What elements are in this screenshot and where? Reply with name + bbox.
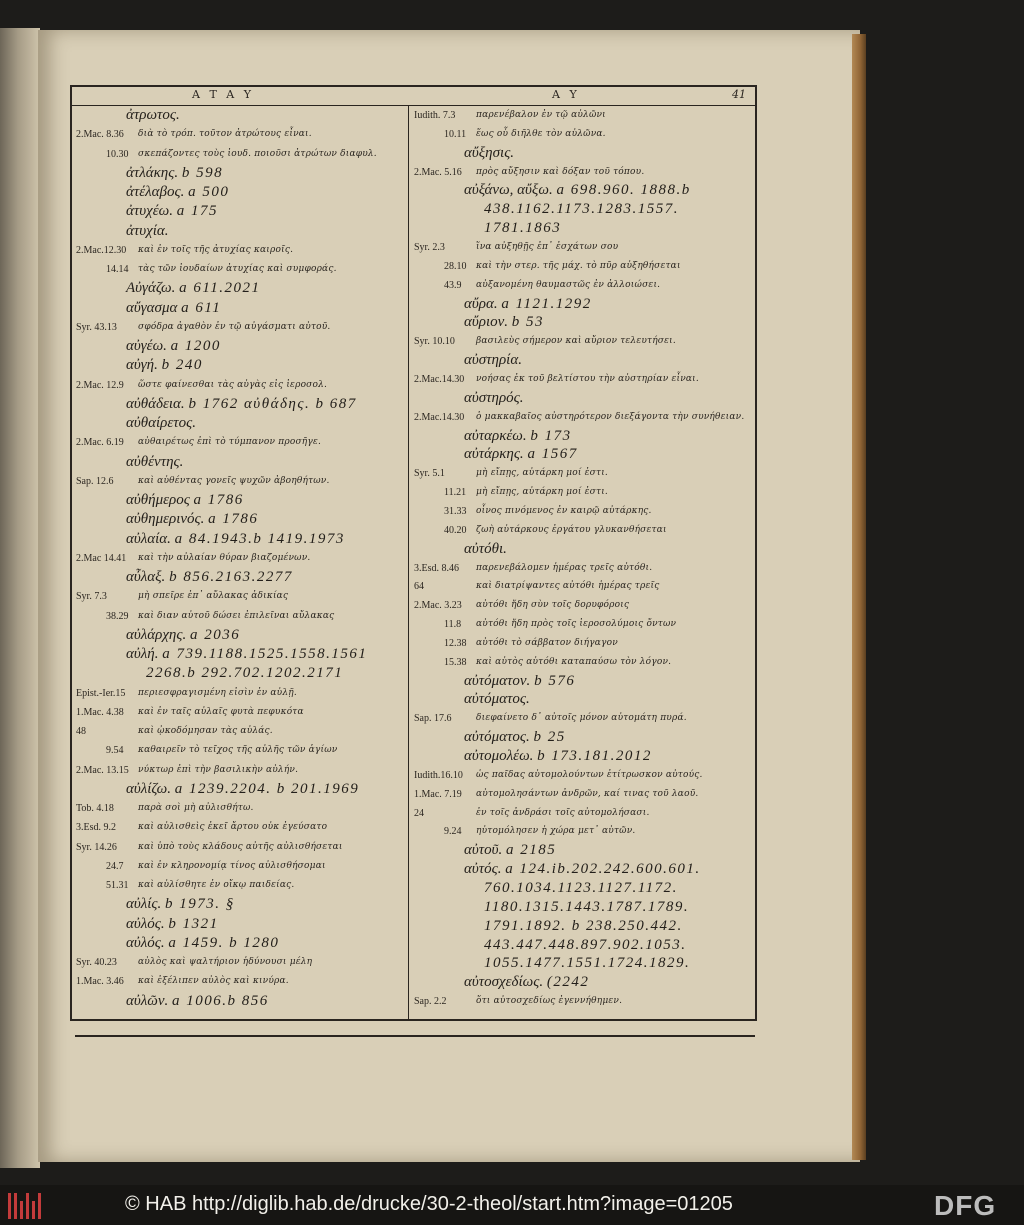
page-references: a 739.1188.1525.1558.1561: [162, 646, 368, 662]
citation-reference: 28.10: [444, 261, 467, 272]
headword: αὐγή.: [126, 357, 158, 373]
headword: ἀτλάκης.: [126, 165, 179, 181]
headword: αὐτόθι.: [464, 541, 507, 557]
citation-reference: 40.20: [444, 525, 467, 536]
headword: αὐστηρός.: [464, 390, 524, 406]
headword-entry: [484, 220, 561, 237]
page-references: (2242: [546, 974, 590, 990]
headword: αὔξησις.: [464, 145, 515, 161]
page-references: 1781.1863: [484, 220, 562, 236]
page-references: b 1973. §: [165, 896, 235, 912]
page-references: 760.1034.1123.1127.1172.: [484, 880, 678, 896]
citation-text: νύκτωρ ἐπὶ τὴν βασιλικὴν αὐλήν.: [138, 765, 299, 775]
citation-text: σφόδρα ἀγαθὸν ἐν τῷ αὐγάσματι αὐτοῦ.: [138, 322, 331, 332]
headword-entry: [126, 627, 240, 644]
citation-text: ὁ μακκαβαῖος αὐστηρότερον διεξάγοντα τὴν συνήθειαν.: [476, 412, 745, 422]
citation-reference: Iudith.16.10: [414, 770, 463, 781]
citation-text: καὶ τὴν αὐλαίαν θύραν βιαζομένων.: [138, 553, 311, 563]
frame-bottom-rule: [75, 1035, 755, 1037]
citation-reference: 1.Mac. 3.46: [76, 976, 124, 987]
citation-reference: Syr. 40.23: [76, 957, 117, 968]
text-frame: [70, 85, 757, 1021]
citation-text: καὶ ᾠκοδόμησαν τὰς αὐλάς.: [138, 726, 273, 736]
headword-entry: [464, 974, 589, 991]
page-number: 41: [732, 88, 746, 101]
previous-page-edge: [0, 28, 40, 1168]
citation-reference: 48: [76, 726, 86, 737]
page-references: a 1006.b 856: [172, 993, 269, 1009]
citation-text: παρενέβαλον ἐν τῷ αὐλῶνι: [476, 110, 606, 120]
headword-entry: [126, 935, 279, 952]
citation-reference: Syr. 43.13: [76, 322, 117, 333]
citation-reference: 38.29: [106, 611, 129, 622]
citation-text: καὶ διατρίψαντες αὐτόθι ἡμέρας τρεῖς: [476, 581, 660, 591]
page-references: a 2185: [506, 842, 557, 858]
dfg-logo: DFG: [934, 1190, 997, 1221]
citation-reference: 2.Mac. 3.23: [414, 600, 462, 611]
citation-text: αὐτόθι τὸ σάββατον διήγαγον: [476, 638, 618, 648]
page-references: a 1786: [208, 511, 259, 527]
citation-reference: 2.Mac.12.30: [76, 245, 127, 256]
hab-logo-icon: [6, 1193, 48, 1219]
page-references: a 1459. b 1280: [168, 935, 280, 951]
citation-text: περιεσφραγισμένη εἰσὶν ἐν αὐλῇ.: [138, 688, 297, 698]
headword-entry: [464, 691, 530, 708]
citation-text: ἵνα αὐξηθῇς ἐπ᾽ ἐσχάτων σου: [476, 242, 619, 252]
citation-text: ὡς παῖδας αὐτομολούντων ἐτίτρωσκον αὐτούς.: [476, 770, 703, 780]
citation-reference: 3.Esd. 9.2: [76, 822, 116, 833]
headword-entry: [484, 955, 690, 972]
page-references: 1055.1477.1551.1724.1829.: [484, 955, 691, 971]
headword-entry: [126, 300, 221, 317]
citation-reference: 24.7: [106, 861, 124, 872]
page-references: a 1239.2204. b 201.1969: [174, 781, 360, 797]
headword-entry: [484, 937, 687, 954]
citation-text: πρὸς αὔξησιν καὶ δόξαν τοῦ τόπου.: [476, 167, 645, 177]
headword-entry: [126, 415, 196, 432]
headword-entry: [464, 729, 566, 746]
citation-reference: 1.Mac. 7.19: [414, 789, 462, 800]
page-references: a 611.2021: [179, 280, 261, 296]
citation-text: καθαιρεῖν τὸ τεῖχος τῆς αὐλῆς τῶν ἁγίων: [138, 745, 338, 755]
headword-entry: [464, 296, 592, 313]
citation-text: σκεπάζοντες τοὺς ἰουδ. ποιοῦσι ἀτρώτων διαφυλ.: [138, 149, 377, 159]
page-references: a 1121.1292: [501, 296, 592, 312]
headword-entry: [146, 665, 343, 682]
citation-reference: 2.Mac. 12.9: [76, 380, 124, 391]
citation-reference: 11.8: [444, 619, 462, 630]
headword: αὐτάρκης.: [464, 446, 524, 462]
page-references: b 240: [161, 357, 203, 373]
citation-text: καὶ διαν αὐτοῦ δώσει ἐπιλεῖναι αὔλακας: [138, 611, 335, 621]
header-rule: [72, 105, 755, 106]
citation-text: ὅτι αὐτοσχεδίως ἐγεννήθημεν.: [476, 996, 623, 1006]
headword-entry: [464, 673, 575, 690]
headword-entry: [126, 569, 293, 586]
citation-reference: Tob. 4.18: [76, 803, 114, 814]
headword: αὐθέντης.: [126, 454, 184, 470]
page-references: b 598: [181, 165, 224, 181]
page-references: b 576: [534, 673, 576, 689]
citation-text: μὴ σπεῖρε ἐπ᾽ αὔλακας ἀδικίας: [138, 591, 289, 601]
citation-text: ὥστε φαίνεσθαι τὰς αὐγὰς εἰς ἱεροσολ.: [138, 380, 328, 390]
citation-reference: 2.Mac. 13.15: [76, 765, 129, 776]
headword: αὐλός.: [126, 935, 165, 951]
citation-reference: 14.14: [106, 264, 129, 275]
citation-text: καὶ ἐξέλιπεν αὐλὸς καὶ κινύρα.: [138, 976, 289, 986]
citation-text: καὶ ὑπὸ τοὺς κλάδους αὐτῆς αὐλισθήσεται: [138, 842, 343, 852]
headword-entry: [126, 511, 258, 528]
citation-text: καὶ ἐν ταῖς αὐλαῖς φυτὰ πεφυκότα: [138, 707, 304, 717]
citation-text: αὐτόθι ἤδη πρὸς τοῖς ἱεροσολύμοις ὄντων: [476, 619, 677, 629]
headword: αὐτοσχεδίως.: [464, 974, 544, 990]
page-references: a 124.ib.202.242.600.601.: [505, 861, 701, 877]
page-references: a 175: [176, 203, 218, 219]
citation-text: ζωὴ αὐτάρκους ἐργάτου γλυκανθήσεται: [476, 525, 667, 535]
citation-text: νοήσας ἐκ τοῦ βελτίστου τὴν αὐστηρίαν εἶναι.: [476, 374, 699, 384]
headword-entry: [126, 396, 357, 413]
citation-reference: 9.24: [444, 826, 462, 837]
citation-reference: 64: [414, 581, 424, 592]
headword: αὐτομολέω.: [464, 748, 534, 764]
headword-entry: [464, 541, 507, 558]
citation-text: καὶ τὴν στερ. τῆς μάχ. τὸ πῦρ αὐξηθήσεται: [476, 261, 681, 271]
running-head-right: A Y: [552, 88, 580, 101]
page-references: 438.1162.1173.1283.1557.: [484, 201, 680, 217]
headword-entry: [126, 357, 203, 374]
page-references: a 611: [181, 300, 222, 316]
citation-reference: 51.31: [106, 880, 129, 891]
page-references: b 25: [533, 729, 566, 745]
headword: αὐτόματος.: [464, 729, 530, 745]
headword-entry: [126, 531, 345, 548]
headword-entry: [464, 390, 524, 407]
headword-entry: [126, 492, 244, 509]
citation-reference: 9.54: [106, 745, 124, 756]
citation-reference: 1.Mac. 4.38: [76, 707, 124, 718]
citation-reference: 2.Mac. 8.36: [76, 129, 124, 140]
headword: αὔρα.: [464, 296, 498, 312]
citation-text: διὰ τὸ τρόπ. τοῦτον ἀτρώτους εἶναι.: [138, 129, 312, 139]
citation-text: ηὐτομόλησεν ἡ χώρα μετ᾽ αὐτῶν.: [476, 826, 636, 836]
headword: αὐξάνω, αὔξω.: [464, 182, 553, 198]
citation-reference: 12.38: [444, 638, 467, 649]
headword-entry: [484, 918, 683, 935]
citation-text: αὐθαιρέτως ἐπὶ τὸ τύμπανον προσῆγε.: [138, 437, 322, 447]
citation-text: καὶ ἐν κληρονομίᾳ τίνος αὐλισθήσομαι: [138, 861, 326, 871]
citation-reference: Iudith. 7.3: [414, 110, 456, 121]
headword: αὐτόματον.: [464, 673, 531, 689]
copyright-url[interactable]: © HAB http://diglib.hab.de/drucke/30-2-theol/start.htm?image=01205: [125, 1193, 733, 1215]
headword-entry: [126, 107, 180, 124]
page-references: a 1200: [170, 338, 221, 354]
page-references: b 1762 αὐθάδης. b 687: [188, 396, 357, 412]
headword: αὐταρκέω.: [464, 428, 527, 444]
citation-reference: 15.38: [444, 657, 467, 668]
citation-reference: 11.21: [444, 487, 467, 498]
headword: αὐτός.: [464, 861, 502, 877]
citation-reference: Syr. 10.10: [414, 336, 455, 347]
running-head-left: A T A Y: [192, 88, 254, 101]
headword-entry: [464, 748, 652, 765]
headword-entry: [126, 646, 367, 663]
citation-text: διεφαίνετο δ᾽ αὐτοῖς μόνον αὐτομάτη πυρά.: [476, 713, 687, 723]
headword: Αὐγάζω.: [126, 280, 176, 296]
citation-text: παρενεβάλομεν ἡμέρας τρεῖς αὐτόθι.: [476, 563, 653, 573]
citation-reference: 31.33: [444, 506, 467, 517]
citation-text: βασιλεὺς σήμερον καὶ αὔριον τελευτήσει.: [476, 336, 676, 346]
citation-reference: Syr. 14.26: [76, 842, 117, 853]
citation-text: ἕως οὗ διῆλθε τὸν αὐλῶνα.: [476, 129, 606, 139]
headword-entry: [464, 861, 701, 878]
headword-entry: [126, 184, 229, 201]
headword-entry: [126, 338, 221, 355]
page-references: b 53: [511, 314, 545, 330]
headword: αὐθάδεια.: [126, 396, 185, 412]
headword: αὐγέω.: [126, 338, 167, 354]
headword: ἀτυχία.: [126, 223, 169, 239]
page-references: a 2036: [189, 627, 241, 643]
headword-entry: [464, 446, 578, 463]
page-references: 1180.1315.1443.1787.1789.: [484, 899, 690, 915]
page-references: a 84.1943.b 1419.1973: [174, 531, 345, 547]
citation-reference: 3.Esd. 8.46: [414, 563, 459, 574]
citation-reference: 2.Mac 14.41: [76, 553, 127, 564]
headword-entry: [126, 203, 218, 220]
page-references: a 1786: [193, 492, 244, 508]
citation-reference: 2.Mac.14.30: [414, 374, 465, 385]
headword-entry: [484, 201, 679, 218]
headword-entry: [464, 145, 514, 162]
headword-entry: [126, 781, 359, 798]
headword-entry: [464, 314, 544, 331]
headword: αὐτοῦ.: [464, 842, 503, 858]
headword-entry: [126, 280, 261, 297]
citation-text: αὐξανομένη θαυμαστῶς ἐν ἀλλοιώσει.: [476, 280, 661, 290]
citation-text: καὶ αὐτὸς αὐτόθι καταπαύσω τὸν λόγον.: [476, 657, 672, 667]
page-references: b 1321: [168, 916, 219, 932]
headword-entry: [464, 352, 522, 369]
page-references: 443.447.448.897.902.1053.: [484, 937, 687, 953]
citation-text: αὐτόθι ἤδη σὺν τοῖς δορυφόροις: [476, 600, 630, 610]
citation-text: αὐλὸς καὶ ψαλτήριον ἡδύνουσι μέλη: [138, 957, 313, 967]
citation-text: καὶ αὐλισθεὶς ἐκεῖ ἄρτου οὐκ ἐγεύσατο: [138, 822, 328, 832]
page-references: a 500: [188, 184, 230, 200]
headword: αὖλαξ.: [126, 569, 166, 585]
citation-reference: Sap. 17.6: [414, 713, 452, 724]
headword-entry: [126, 916, 219, 933]
headword: αὐστηρία.: [464, 352, 522, 368]
page-references: a 1567: [527, 446, 578, 462]
citation-reference: Syr. 7.3: [76, 591, 107, 602]
page-references: b 856.2163.2277: [169, 569, 293, 585]
headword: αὐθημερινός.: [126, 511, 205, 527]
headword: αὐλίς.: [126, 896, 162, 912]
citation-text: ἐν τοῖς ἀνδράσι τοῖς αὐτομολήσασι.: [476, 808, 650, 818]
page-edge: [852, 34, 866, 1160]
footer-bar: [0, 1185, 1024, 1225]
citation-reference: Syr. 5.1: [414, 468, 445, 479]
headword-entry: [464, 182, 691, 199]
citation-reference: Syr. 2.3: [414, 242, 445, 253]
page-references: 1791.1892. b 238.250.442.: [484, 918, 683, 934]
headword: αὐλάρχης.: [126, 627, 187, 643]
headword: αὐλός.: [126, 916, 165, 932]
headword-entry: [464, 842, 556, 859]
citation-text: καὶ αὐλίσθητε ἐν οἴκῳ παιδείας.: [138, 880, 295, 890]
headword-entry: [484, 880, 678, 897]
headword-entry: [126, 896, 235, 913]
headword-entry: [126, 165, 223, 182]
headword: ἀτυχέω.: [126, 203, 173, 219]
headword: αὐλαία.: [126, 531, 171, 547]
headword: αὐθήμερος: [126, 492, 190, 508]
headword: ἀτέλαβος.: [126, 184, 185, 200]
headword: αὔγασμα: [126, 300, 178, 316]
headword-entry: [464, 428, 572, 445]
citation-reference: 10.11: [444, 129, 467, 140]
citation-text: μὴ εἴπῃς, αὐτάρκη μοί ἐστι.: [476, 468, 608, 478]
page-references: a 698.960. 1888.b: [556, 182, 691, 198]
page-references: b 173: [530, 428, 572, 444]
citation-text: παρὰ σοὶ μὴ αὐλισθήτω.: [138, 803, 254, 813]
headword: αὔριον.: [464, 314, 509, 330]
citation-reference: Sap. 2.2: [414, 996, 447, 1007]
headword-entry: [484, 899, 689, 916]
headword: αὐλίζω.: [126, 781, 171, 797]
column-divider: [408, 105, 409, 1019]
citation-reference: 43.9: [444, 280, 462, 291]
headword-entry: [126, 223, 169, 240]
citation-reference: 24: [414, 808, 424, 819]
headword: αὐτόματος.: [464, 691, 530, 707]
citation-reference: Sap. 12.6: [76, 476, 114, 487]
page-references: 2268.b 292.702.1202.2171: [146, 665, 344, 681]
headword-entry: [126, 454, 183, 471]
citation-text: οἶνος πινόμενος ἐν καιρῷ αὐτάρκης.: [476, 506, 652, 516]
headword: αὐλή.: [126, 646, 159, 662]
headword-entry: [126, 993, 269, 1010]
citation-reference: 2.Mac.14.30: [414, 412, 465, 423]
headword: ἀτρωτος.: [126, 107, 180, 123]
citation-reference: 2.Mac. 5.16: [414, 167, 462, 178]
headword: αὐθαίρετος.: [126, 415, 196, 431]
citation-text: αὐτομολησάντων ἀνδρῶν, καί τινας τοῦ λαοῦ.: [476, 789, 699, 799]
page-references: b 173.181.2012: [537, 748, 652, 764]
citation-text: τὰς τῶν ἰουδαίων ἀτυχίας καὶ συμφοράς.: [138, 264, 337, 274]
citation-reference: 10.30: [106, 149, 129, 160]
citation-reference: 2.Mac. 6.19: [76, 437, 124, 448]
citation-text: μὴ εἴπῃς, αὐτάρκη μοί ἐστι.: [476, 487, 608, 497]
citation-text: καὶ αὐθέντας γονεῖς ψυχῶν ἀβοηθήτων.: [138, 476, 330, 486]
citation-reference: Epist.-Ier.15: [76, 688, 126, 699]
citation-text: καὶ ἐν τοῖς τῆς ἀτυχίας καιροῖς.: [138, 245, 294, 255]
headword: αὐλῶν.: [126, 993, 169, 1009]
